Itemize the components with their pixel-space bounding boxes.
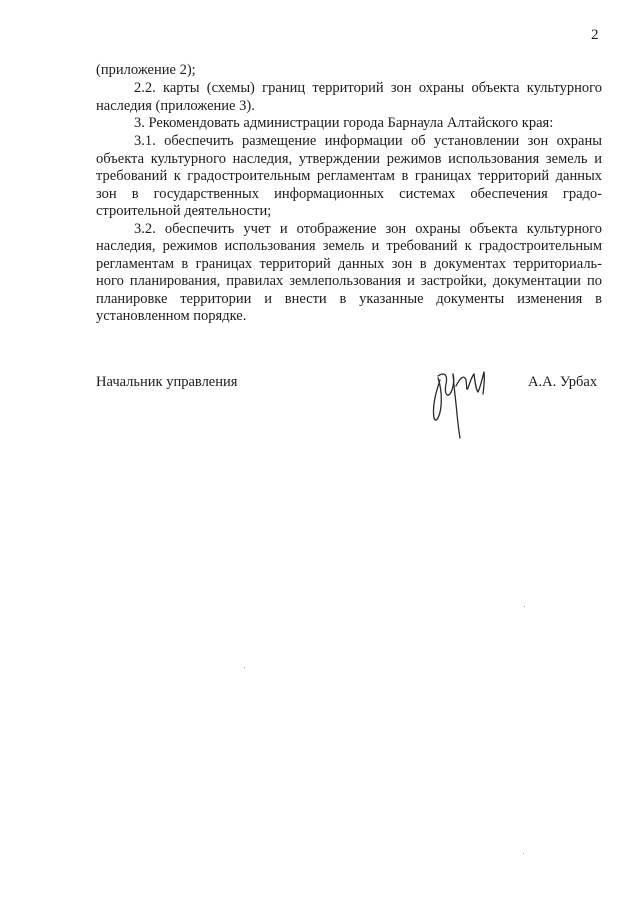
signatory-title: Начальник управления <box>96 374 238 390</box>
text-line: требований к градостроительным регламентам в границах территорий данных <box>96 168 602 184</box>
text-line: наследия (приложение 3). <box>96 98 255 114</box>
signatory-name: А.А. Урбах <box>528 374 598 390</box>
handwritten-signature <box>426 362 492 442</box>
scan-speck <box>244 667 245 668</box>
text-line: 2.2. карты (схемы) границ территорий зон охраны объекта культурного <box>134 80 602 96</box>
text-line: 3. Рекомендовать администрации города Барнаула Алтайского края: <box>134 115 554 131</box>
text-line: (приложение 2); <box>96 62 196 78</box>
text-line: зон в государственных информационных системах обеспечения градо- <box>96 186 602 202</box>
page-number: 2 <box>591 27 599 43</box>
text-line: объекта культурного наследия, утверждении режимов использования земель и <box>96 151 602 167</box>
scan-speck <box>523 853 524 854</box>
text-line: строительной деятельности; <box>96 203 272 219</box>
text-line: 3.2. обеспечить учет и отображение зон охраны объекта культурного <box>134 221 602 237</box>
text-line: планировке территории и внести в указанные документы изменения в <box>96 291 602 307</box>
text-line: регламентам в границах территорий данных зон в документах территориаль- <box>96 256 602 272</box>
scan-speck <box>524 606 525 607</box>
text-line: 3.1. обеспечить размещение информации об установлении зон охраны <box>134 133 602 149</box>
text-line: установленном порядке. <box>96 308 247 324</box>
text-line: наследия, режимов использования земель и требований к градостроительным <box>96 238 602 254</box>
text-line: ного планирования, правилах землепользования и застройки, документации по <box>96 273 602 289</box>
